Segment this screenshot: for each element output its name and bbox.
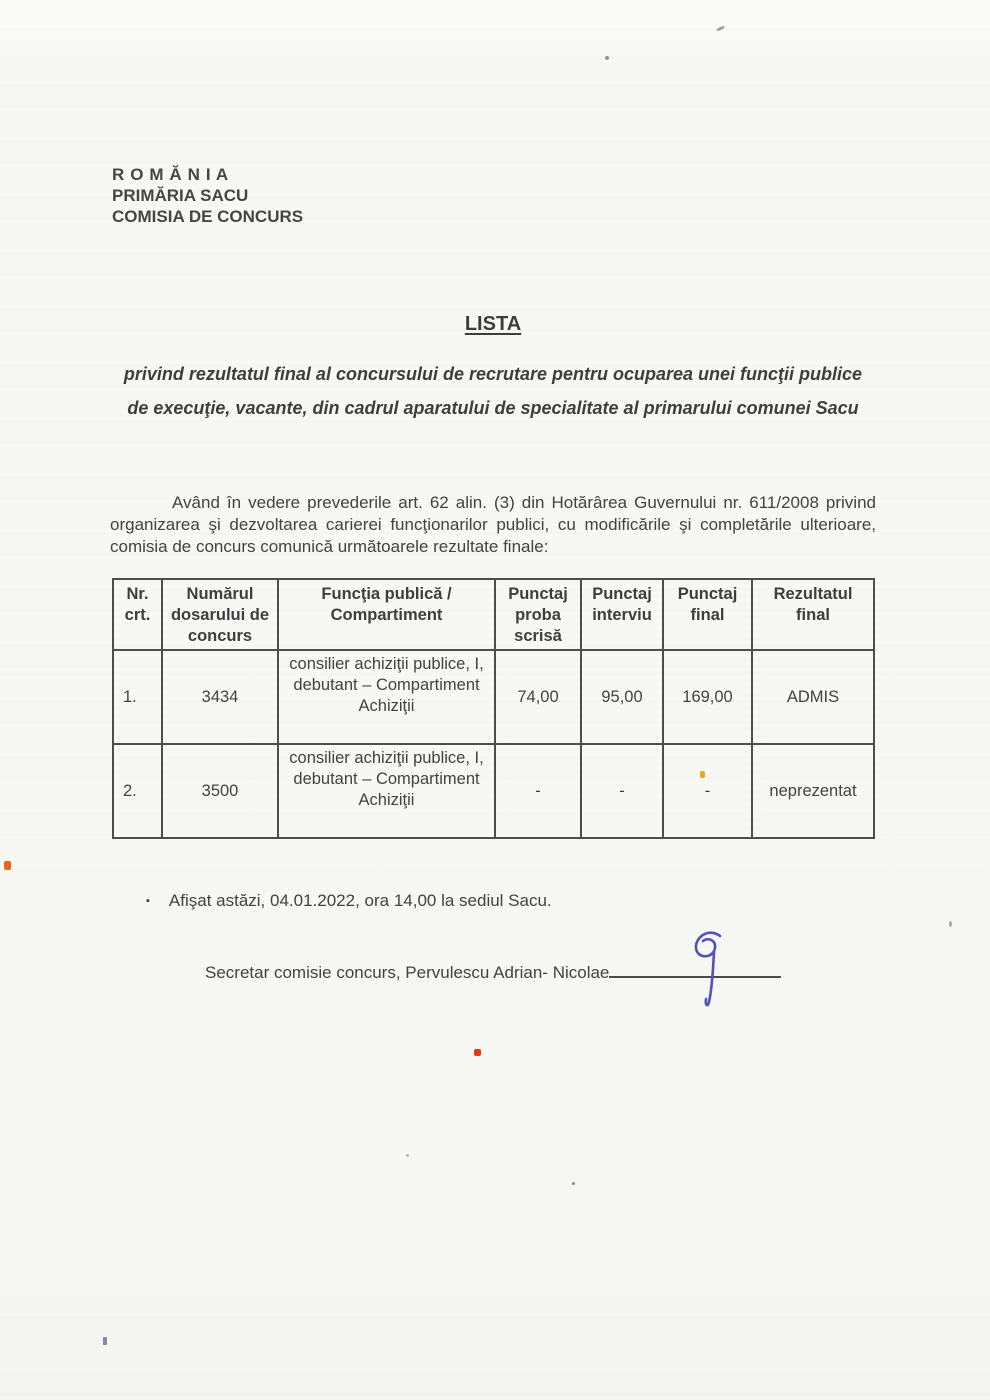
cell-punctaj-interviu: -: [581, 744, 663, 838]
document-subtitle: [110, 357, 876, 425]
cell-nr-crt: 1.: [113, 650, 162, 744]
table-row: [113, 744, 874, 838]
letterhead-country: R O M Ă N I A: [112, 165, 229, 184]
scan-speck: [700, 771, 705, 778]
table-row: [113, 650, 874, 744]
letterhead: [112, 164, 303, 227]
letterhead-institution: PRIMĂRIA SACU: [112, 186, 249, 205]
cell-functia: consilier achiziţii publice, I, debutant – Compartiment Achiziţii: [278, 744, 495, 838]
handwritten-signature: [686, 928, 730, 1012]
intro-paragraph: Având în vedere prevederile art. 62 alin. (3) din Hotărârea Guvernului nr. 611/2008 privind organizarea şi dezvoltarea carierei funcţionarilor publici, cu modificările şi completările ulterioare, comisia de concurs comunică următoarele rezultate finale:: [110, 493, 876, 556]
col-header-punctaj-interviu: Punctaj interviu: [581, 579, 663, 650]
letterhead-committee: COMISIA DE CONCURS: [112, 207, 304, 226]
cell-punctaj-final: 169,00: [663, 650, 752, 744]
posting-note-text: Afişat astăzi, 04.01.2022, ora 14,00 la sediul Sacu.: [168, 891, 552, 910]
subtitle-line-2: de execuţie, vacante, din cadrul aparatului de specialitate al primarului comunei Sacu: [127, 398, 859, 418]
col-header-nr-crt: Nr. crt.: [113, 579, 162, 650]
cell-punctaj-interviu: 95,00: [581, 650, 663, 744]
scan-speck: [572, 1182, 575, 1185]
cell-punctaj-scris: 74,00: [495, 650, 581, 744]
cell-functia: consilier achiziţii publice, I, debutant – Compartiment Achiziţii: [278, 650, 495, 744]
cell-punctaj-final: -: [663, 744, 752, 838]
cell-punctaj-scris: -: [495, 744, 581, 838]
square-bullet-icon: ▪: [146, 895, 150, 907]
signature-label: Secretar comisie concurs, Pervulescu Adrian- Nicolae: [205, 963, 610, 982]
results-table: [112, 578, 875, 839]
cell-numar-dosar: 3434: [162, 650, 278, 744]
posting-note: [146, 891, 552, 911]
scan-speck: [474, 1049, 481, 1056]
scan-speck: [605, 56, 609, 60]
scan-speck: [4, 861, 11, 870]
document-title: LISTA: [464, 313, 522, 335]
cell-rezultat: neprezentat: [752, 744, 874, 838]
table-header-row: [113, 579, 874, 650]
subtitle-line-1: privind rezultatul final al concursului de recrutare pentru ocuparea unei funcţii publice: [123, 364, 863, 384]
scan-speck: [406, 1154, 409, 1157]
col-header-punctaj-final: Punctaj final: [663, 579, 752, 650]
scan-speck: [716, 25, 725, 32]
scan-speck: [949, 921, 952, 927]
cell-rezultat: ADMIS: [752, 650, 874, 744]
cell-numar-dosar: 3500: [162, 744, 278, 838]
col-header-punctaj-scris: Punctaj proba scrisă: [495, 579, 581, 650]
col-header-functia: Funcţia publică / Compartiment: [278, 579, 495, 650]
col-header-rezultat: Rezultatul final: [752, 579, 874, 650]
scan-speck: [103, 1337, 107, 1345]
signature-stroke: [696, 933, 720, 1005]
col-header-numar-dosar: Numărul dosarului de concurs: [162, 579, 278, 650]
cell-nr-crt: 2.: [113, 744, 162, 838]
